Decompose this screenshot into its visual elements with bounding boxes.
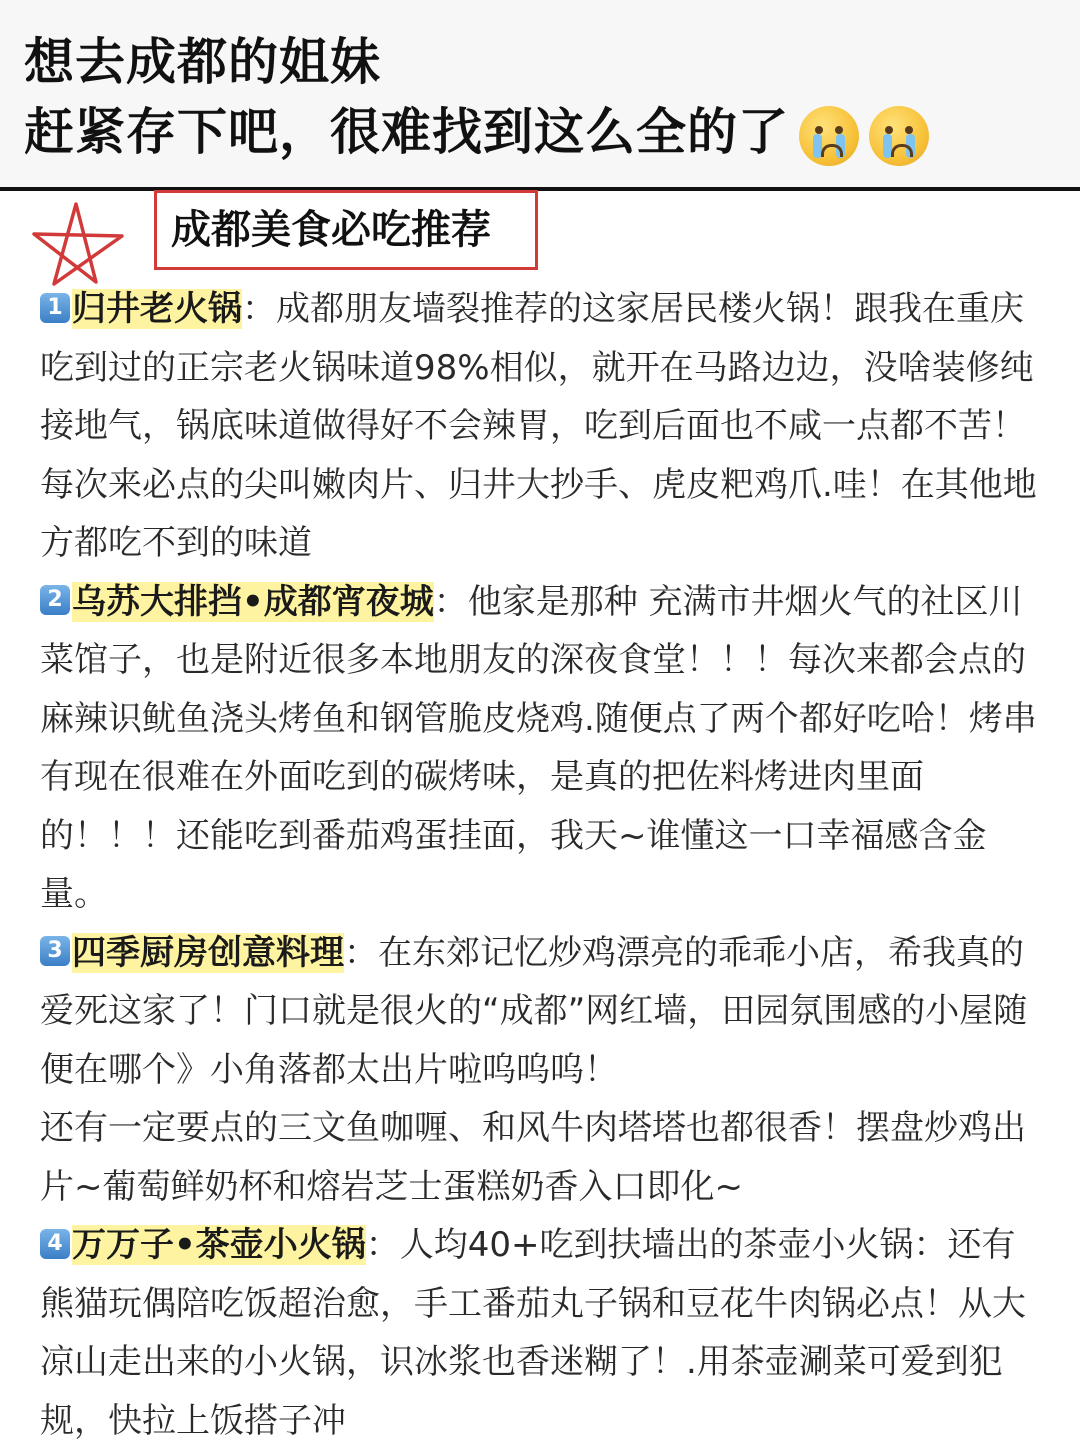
number-badge-icon: 1	[40, 293, 70, 323]
section-title: 成都美食必吃推荐	[171, 207, 491, 253]
restaurant-description: ：成都朋友墙裂推荐的这家居民楼火锅！跟我在重庆吃到过的正宗老火锅味道98%相似，就开在马路边边，没啥装修纯接地气，锅底味道做得好不会辣胃，吃到后面也不咸一点都不苦！每次来必点的尖叫嫩肉片、归井大抄手、虎皮粑鸡爪.哇！在其他地方都吃不到的味道	[40, 289, 1037, 563]
header-subtitle	[24, 102, 929, 166]
number-badge-icon: 4	[40, 1229, 70, 1259]
restaurant-name: 四季厨房创意料理	[72, 932, 344, 973]
list-item	[40, 924, 1040, 1217]
pentagram-icon	[28, 200, 128, 290]
list-item-paragraph	[40, 280, 1040, 573]
restaurant-name: 万万子•茶壶小火锅	[72, 1225, 366, 1265]
crying-face-icon	[799, 106, 859, 166]
list-item-paragraph	[40, 1216, 1040, 1450]
list-item	[40, 573, 1040, 924]
extra-paragraph: 还有一定要点的三文鱼咖喱、和风牛肉塔塔也都很香！摆盘炒鸡出片~葡萄鲜奶杯和熔岩芝士蛋糕奶香入口即化~	[40, 1108, 1026, 1207]
header-title: 想去成都的姐妹	[24, 33, 381, 91]
number-badge-icon: 2	[40, 585, 70, 615]
number-badge-icon: 3	[40, 936, 70, 966]
list-item-paragraph	[40, 924, 1040, 1100]
restaurant-name: 归井老火锅	[72, 289, 242, 329]
list-item	[40, 1216, 1040, 1450]
section-title-box	[154, 190, 538, 270]
restaurant-name: 乌苏大排挡•成都宵夜城	[72, 581, 434, 622]
restaurant-description: ：在东郊记忆炒鸡漂亮的乖乖小店，希我真的爱死这家了！门口就是很火的“成都”网红墙，田园氛围感的小屋随便在哪个》小角落都太出片啦呜呜呜！	[40, 932, 1028, 1090]
crying-face-icon	[869, 106, 929, 166]
content	[40, 280, 1040, 1450]
header-subtitle-text: 赶紧存下吧，很难找到这么全的了	[24, 103, 789, 161]
header	[0, 0, 1080, 187]
restaurant-description: ：他家是那种 充满市井烟火气的社区川菜馆子，也是附近很多本地朋友的深夜食堂！！！每次来都会点的麻辣识鱿鱼浇头烤鱼和钢管脆皮烧鸡.随便点了两个都好吃哈！烤串有现在很难在外面吃到的碳烤味，是真的把佐料烤进肉里面的！！！还能吃到番茄鸡蛋挂面，我天~谁懂这一口幸福感含金量。	[40, 581, 1037, 914]
list-item-paragraph	[40, 573, 1040, 924]
list-item	[40, 280, 1040, 573]
restaurant-description: ：人均40+吃到扶墙出的茶壶小火锅：还有熊猫玩偶陪吃饭超治愈，手工番茄丸子锅和豆花牛肉锅必点！从大凉山走出来的小火锅，识冰浆也香迷糊了！.用茶壶涮菜可爱到犯规，快拉上饭搭子冲	[40, 1225, 1026, 1441]
